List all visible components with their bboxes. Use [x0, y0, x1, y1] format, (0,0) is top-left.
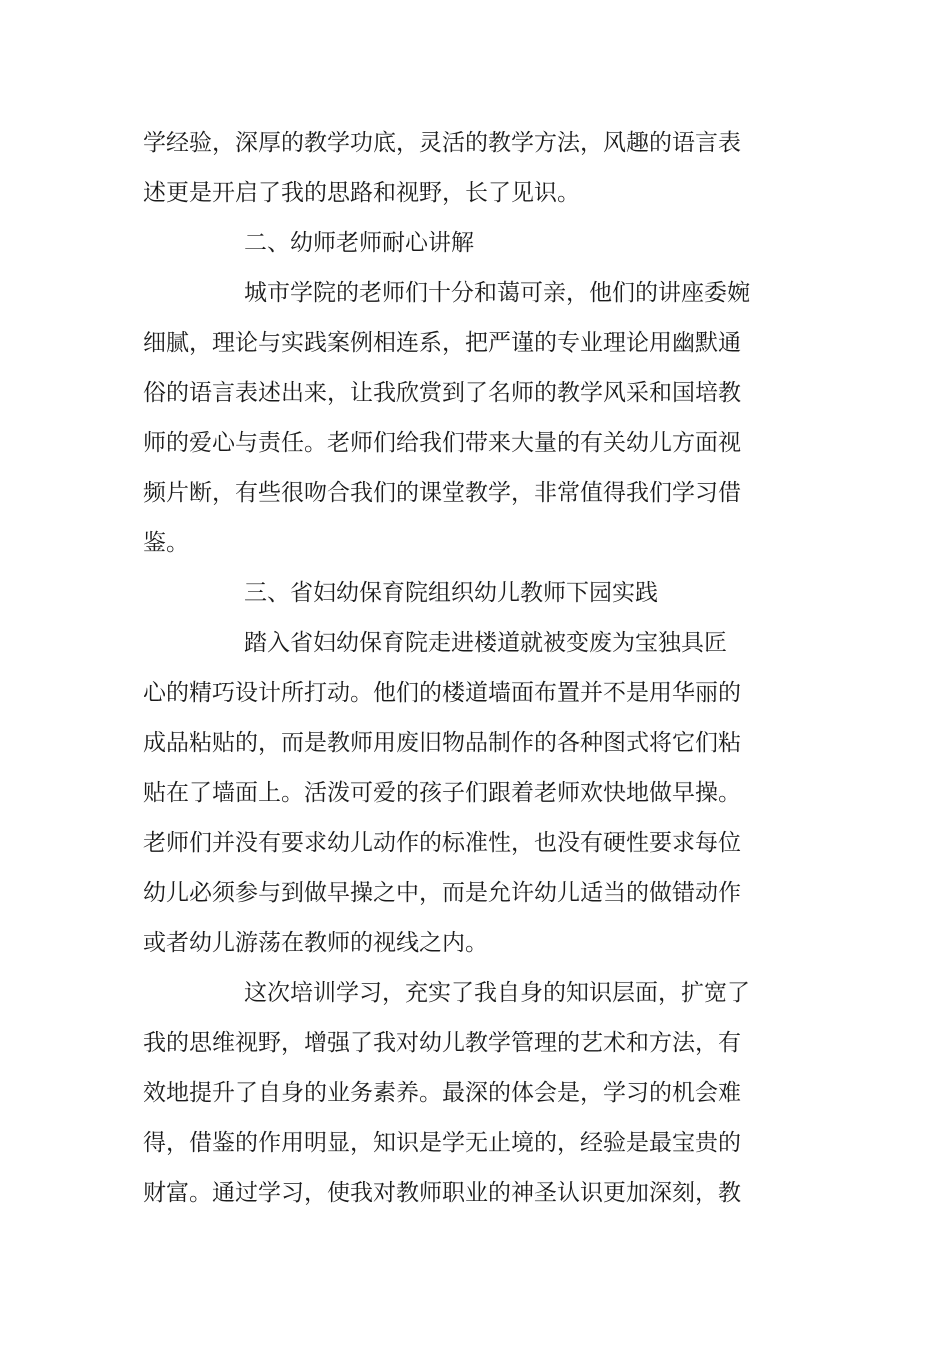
document-body — [143, 118, 753, 1218]
text-line: 学经验，深厚的教学功底，灵活的教学方法，风趣的语言表 — [143, 130, 741, 156]
text-line: 俗的语言表述出来，让我欣赏到了名师的教学风采和国培教 — [143, 380, 741, 406]
text-line: 踏入省妇幼保育院走进楼道就被变废为宝独具匠 — [244, 630, 727, 656]
section-heading: 二、幼师老师耐心讲解 — [244, 230, 474, 256]
text-line: 财富。通过学习，使我对教师职业的神圣认识更加深刻，教 — [143, 1180, 741, 1206]
text-line: 细腻，理论与实践案例相连系，把严谨的专业理论用幽默通 — [143, 330, 741, 356]
text-line: 得，借鉴的作用明显，知识是学无止境的，经验是最宝贵的 — [143, 1130, 741, 1156]
text-line: 鉴。 — [143, 530, 189, 556]
text-line: 师的爱心与责任。老师们给我们带来大量的有关幼儿方面视 — [143, 430, 741, 456]
section-heading: 三、省妇幼保育院组织幼儿教师下园实践 — [244, 580, 658, 606]
text-line: 频片断，有些很吻合我们的课堂教学，非常值得我们学习借 — [143, 480, 741, 506]
text-line: 心的精巧设计所打动。他们的楼道墙面布置并不是用华丽的 — [143, 680, 741, 706]
text-line: 贴在了墙面上。活泼可爱的孩子们跟着老师欢快地做早操。 — [143, 780, 741, 806]
text-line: 这次培训学习，充实了我自身的知识层面，扩宽了 — [244, 980, 750, 1006]
text-line: 幼儿必须参与到做早操之中，而是允许幼儿适当的做错动作 — [143, 880, 741, 906]
text-line: 效地提升了自身的业务素养。最深的体会是，学习的机会难 — [143, 1080, 741, 1106]
text-line: 我的思维视野，增强了我对幼儿教学管理的艺术和方法，有 — [143, 1030, 741, 1056]
text-line: 城市学院的老师们十分和蔼可亲，他们的讲座委婉 — [244, 280, 750, 306]
text-line: 老师们并没有要求幼儿动作的标准性，也没有硬性要求每位 — [143, 830, 741, 856]
text-line: 或者幼儿游荡在教师的视线之内。 — [143, 930, 488, 956]
text-line: 述更是开启了我的思路和视野，长了见识。 — [143, 180, 580, 206]
text-line: 成品粘贴的，而是教师用废旧物品制作的各种图式将它们粘 — [143, 730, 741, 756]
